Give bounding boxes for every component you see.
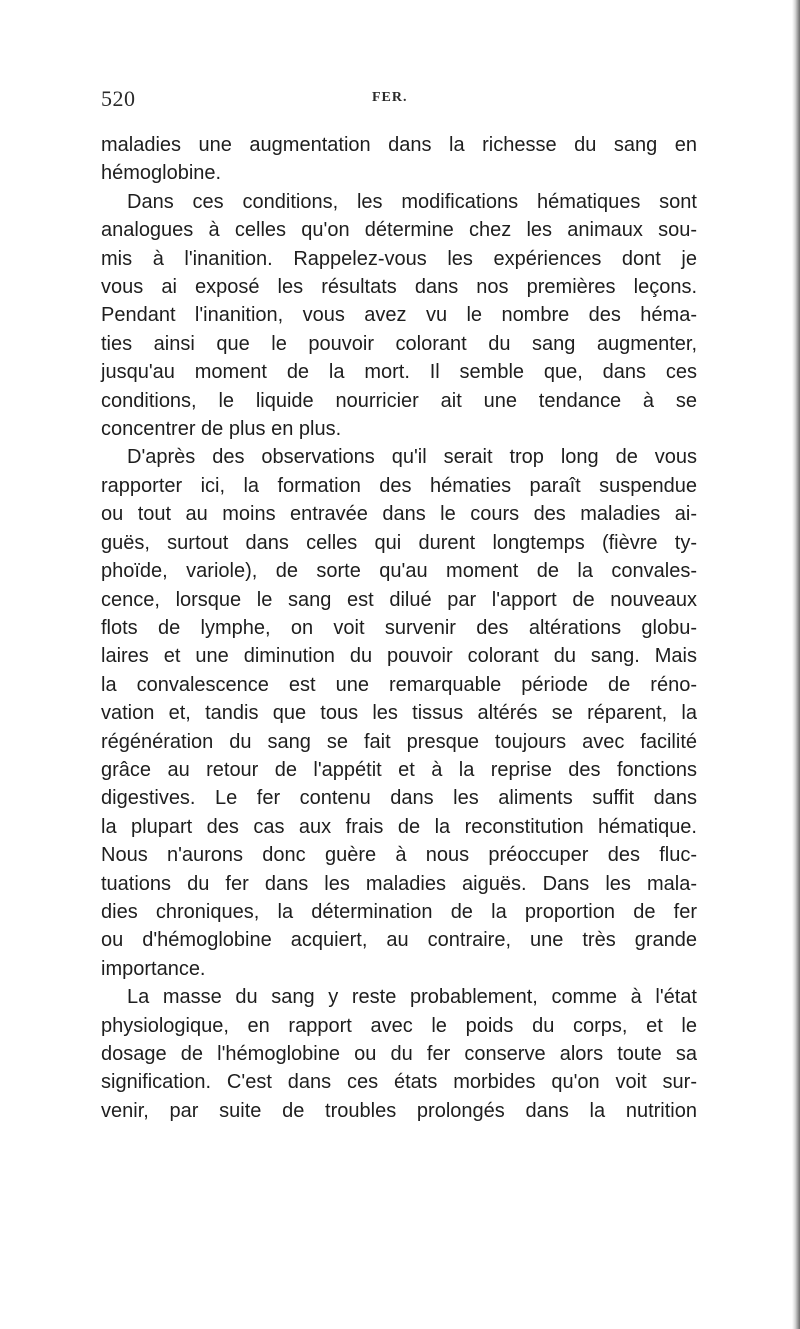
text-line: dies chroniques, la détermination de la proportion de fer [101,900,697,923]
page-number: 520 [101,86,136,111]
text-line: signification. C'est dans ces états morbides qu'on voit sur- [101,1071,697,1094]
text-line: laires et une diminution du pouvoir colorant du sang. Mais [101,645,697,668]
text-line: maladies une augmentation dans la richesse du sang en [101,134,697,156]
text-line: cence, lorsque le sang est dilué par l'apport de nouveaux [101,588,697,611]
text-line: conditions, le liquide nourricier ait une tendance à se [101,389,697,412]
text-line: digestives. Le fer contenu dans les aliments suffit dans [101,787,697,810]
text-line: phoïde, variole), de sorte qu'au moment de la convales- [101,560,697,583]
text-line: Nous n'aurons donc guère à nous préoccuper des fluc- [101,844,697,867]
text-line: grâce au retour de l'appétit et à la reprise des fonctions [101,758,697,781]
text-line: concentrer de plus en plus. [101,418,342,441]
body-text [101,131,697,1125]
text-line: rapporter ici, la formation des hématies paraît suspendue [101,474,697,497]
text-line: jusqu'au moment de la mort. Il semble que, dans ces [101,361,697,384]
text-line: importance. [101,957,206,980]
text-line: venir, par suite de troubles prolongés dans la nutrition [101,1099,697,1122]
text-line: la convalescence est une remarquable période de réno- [101,673,697,696]
text-line: guës, surtout dans celles qui durent longtemps (fièvre ty- [101,531,697,554]
text-line: vation et, tandis que tous les tissus altérés se réparent, la [101,702,697,725]
text-line: La masse du sang y reste probablement, comme à l'état [127,986,697,1009]
text-line: vous ai exposé les résultats dans nos premières leçons. [101,276,697,299]
text-line: Pendant l'inanition, vous avez vu le nombre des héma- [101,304,697,327]
text-line: ou d'hémoglobine acquiert, au contraire, une très grande [101,929,697,952]
text-line: la plupart des cas aux frais de la reconstitution hématique. [101,815,697,838]
text-line: analogues à celles qu'on détermine chez les animaux sou- [101,219,697,242]
running-head [101,86,701,114]
page-edge-shadow [792,0,800,1329]
text-line: ties ainsi que le pouvoir colorant du sang augmenter, [101,332,697,355]
text-line: hémoglobine. [101,162,222,185]
text-line: physiologique, en rapport avec le poids du corps, et le [101,1014,697,1037]
text-line: dosage de l'hémoglobine ou du fer conserve alors toute sa [101,1043,697,1065]
text-line: ou tout au moins entravée dans le cours des maladies ai- [101,503,697,526]
text-line: Dans ces conditions, les modifications hématiques sont [127,190,697,213]
text-line: tuations du fer dans les maladies aiguës. Dans les mala- [101,872,697,895]
text-line: D'après des observations qu'il serait trop long de vous [127,446,697,469]
text-line: flots de lymphe, on voit survenir des altérations globu- [101,616,697,639]
running-title: FER. [372,90,408,105]
text-line: mis à l'inanition. Rappelez-vous les expériences dont je [101,247,697,270]
text-line: régénération du sang se fait presque toujours avec facilité [101,730,697,753]
